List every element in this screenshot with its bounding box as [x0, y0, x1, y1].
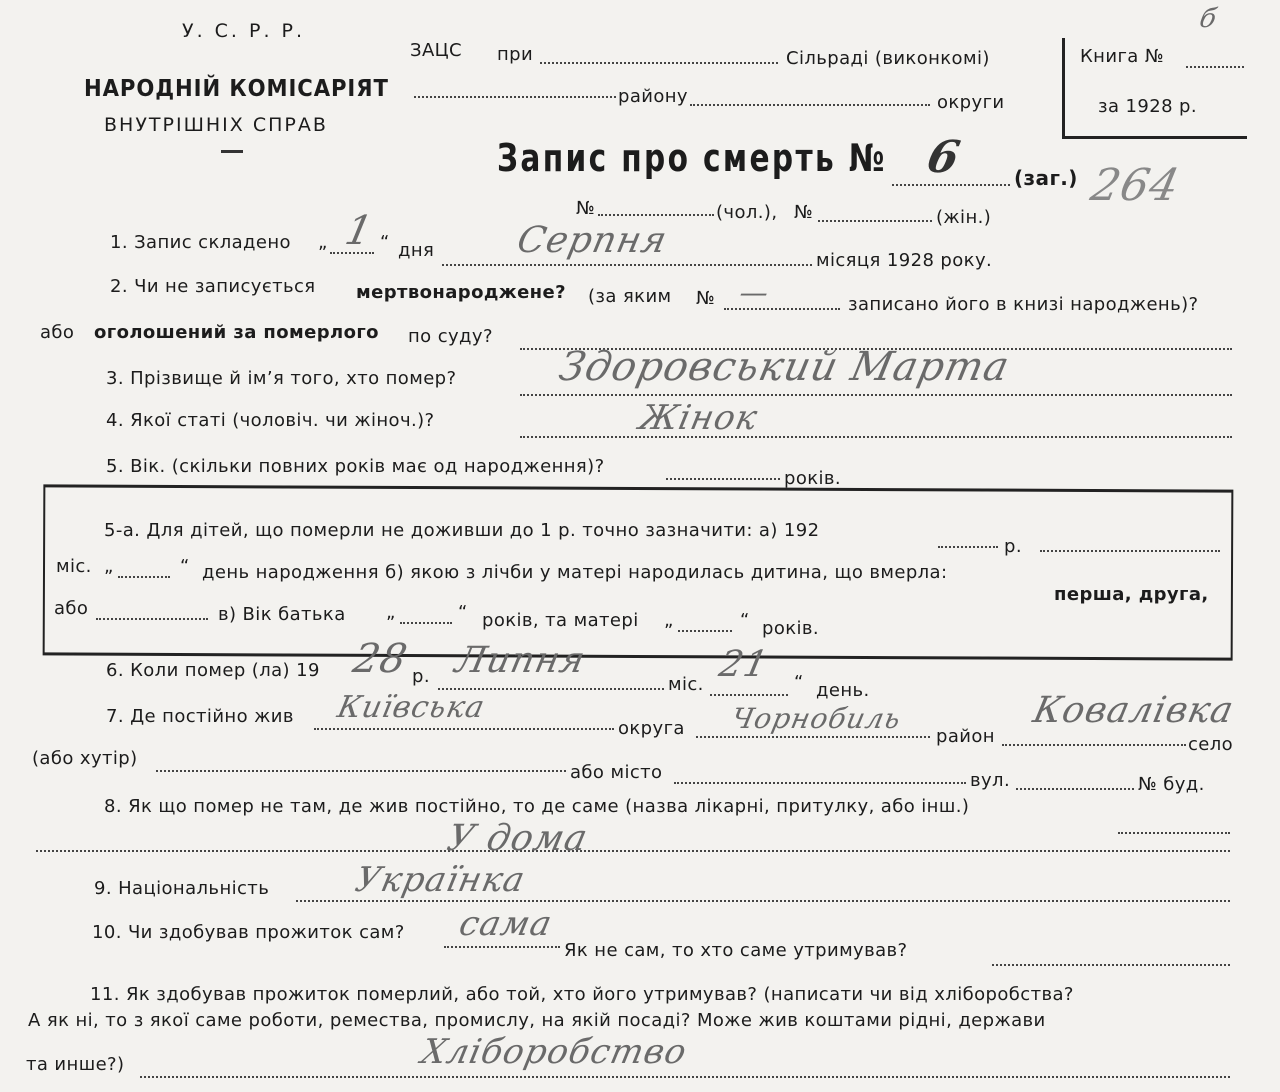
q1-label: 1. Запис складено	[110, 232, 291, 253]
okrug-blank	[690, 104, 930, 106]
pry-label: при	[497, 44, 534, 65]
q7-misto: або місто	[570, 762, 663, 783]
q8-tail-blank	[1118, 832, 1230, 834]
q5-tail: років.	[784, 468, 842, 489]
q7-okrug-blank	[314, 728, 614, 730]
zag-label: (заг.)	[1014, 166, 1078, 190]
q2-label-e: або	[40, 322, 75, 343]
q10-blank	[444, 946, 560, 948]
q6-day: 21	[715, 644, 773, 685]
q3-blank	[520, 394, 1232, 396]
q7-vul-blank	[1016, 788, 1134, 790]
record-number: 6	[922, 132, 966, 183]
q5a-q6: “	[740, 610, 750, 631]
q5a-line1: 5-а. Для дітей, що померли не доживши до 1 р. точно зазначити: а) 192	[104, 520, 820, 541]
q11-line2: А як ні, то з якої саме роботи, ремества, промислу, на якій посаді? Може жив коштами рідні, держави	[28, 1010, 1046, 1031]
q2-label-a: 2. Чи не записується	[110, 276, 316, 297]
q6-mis: міс.	[668, 674, 704, 695]
q5a-mother-label: років, та матері	[482, 610, 639, 631]
q7-selo-blank	[1002, 744, 1186, 746]
q7-misto-blank	[674, 782, 966, 784]
q6-day-blank	[710, 694, 788, 696]
q5a-q1: „	[104, 556, 114, 577]
q1-month: Серпня	[513, 220, 671, 261]
q8-label: 8. Як що помер не там, де жив постійно, то де саме (назва лікарні, притулку, або інш.)	[104, 796, 970, 817]
book-label: Книга №	[1080, 46, 1164, 67]
q7-label: 7. Де постійно жив	[106, 706, 294, 727]
q7-vul: вул.	[970, 770, 1011, 791]
q1-quote-close: “	[380, 232, 390, 253]
q3-name: Здоровський Марта	[555, 344, 1014, 390]
dept-title: ВНУТРІШНІХ СПРАВ	[104, 114, 328, 136]
q7-selo: Ковалівка	[1029, 690, 1238, 731]
q5-blank	[666, 478, 780, 480]
q2-label-c: (за яким	[588, 286, 672, 307]
q5a-mother-blank	[678, 630, 732, 632]
commissariat-title: НАРОДНІЙ КОМІСАРІЯТ	[84, 76, 389, 102]
q11-blank	[140, 1076, 1230, 1078]
q5a-q2: “	[180, 556, 190, 577]
zags-label: ЗАЦС	[410, 40, 462, 61]
q7-rayon-blank	[696, 736, 930, 738]
q5a-father-label: в) Вік батька	[218, 604, 346, 625]
q5a-r-blank	[1040, 550, 1220, 552]
q8-blank	[36, 850, 1230, 852]
q6-label: 6. Коли помер (ла) 19	[106, 660, 320, 681]
q5a-q4: “	[458, 602, 468, 623]
q5a-r: р.	[1004, 536, 1022, 557]
q5a-q3: „	[386, 602, 396, 623]
rayon-blank	[414, 96, 616, 98]
okrugy-label: округи	[937, 92, 1005, 113]
q5a-q5: „	[664, 610, 674, 631]
sub-no1: №	[576, 198, 596, 219]
q2-label-b: мертвонароджене?	[356, 282, 566, 303]
sub-no2: №	[794, 202, 814, 223]
q7-rayon: Чорнобиль	[728, 702, 905, 735]
q6-den: день.	[816, 680, 870, 701]
q2-no-value: —	[736, 276, 773, 309]
q7-rayon-label: район	[936, 726, 995, 747]
q11-line3: та инше?)	[26, 1054, 125, 1075]
q6-month: Липня	[451, 640, 590, 681]
q11-line1: 11. Як здобував прожиток померлий, або той, хто його утримував? (написати чи від хліборобства?	[90, 984, 1074, 1005]
record-title: Запис про смерть №	[497, 136, 887, 180]
ussr-label: У. С. Р. Р.	[182, 20, 306, 42]
q7-selo-label: село	[1188, 734, 1234, 755]
q7-bud: № буд.	[1138, 774, 1205, 795]
q9-blank	[296, 900, 1230, 902]
header-divider	[221, 150, 243, 153]
q4-sex: Жінок	[635, 398, 762, 438]
book-blank	[1186, 66, 1244, 68]
book-year: за 1928 р.	[1098, 96, 1198, 117]
q8-place: У дома	[443, 818, 592, 859]
q6-q: “	[794, 672, 804, 693]
zhin-blank	[818, 220, 932, 222]
q3-label: 3. Прізвище й ім’я того, хто помер?	[106, 368, 457, 389]
q7-okrug: Київська	[334, 690, 489, 725]
q5a-order-blank	[96, 618, 208, 620]
q2-label-f: оголошений за померлого	[94, 322, 379, 343]
zags-blank	[540, 62, 778, 64]
q1-quote-open: „	[318, 232, 328, 253]
q2-label-g: по суду?	[408, 326, 493, 347]
q11-answer: Хліборобство	[417, 1032, 691, 1072]
q7-khutir: (або хутір)	[32, 748, 138, 769]
q10-label-b: Як не сам, то хто саме утримував?	[564, 940, 908, 961]
q6-r: р.	[412, 666, 430, 687]
q7-okruga: округа	[618, 718, 685, 739]
chol-blank	[598, 214, 714, 216]
q2-label-d: записано його в книзі народжень)?	[848, 294, 1199, 315]
q5a-line2-bold: перша, друга,	[1054, 584, 1209, 605]
zhin-label: (жін.)	[936, 207, 992, 228]
silradi-label: Сільраді (виконкомі)	[786, 48, 990, 69]
q5a-father-blank	[400, 622, 452, 624]
q10-label: 10. Чи здобував прожиток сам?	[92, 922, 405, 943]
q4-label: 4. Якої статі (чоловіч. чи жіноч.)?	[106, 410, 435, 431]
q10-b-blank	[992, 964, 1230, 966]
q9-label: 9. Національність	[94, 878, 270, 899]
q6-year: 28	[349, 636, 412, 682]
q10-answer: сама	[455, 904, 557, 944]
q1-day: 1	[341, 208, 378, 254]
q5a-year-blank	[938, 546, 998, 548]
q1-tail: місяця 1928 року.	[816, 250, 993, 271]
q5a-roky: років.	[762, 618, 820, 639]
q5a-month-blank	[118, 576, 170, 578]
q5a-line2: день народження б) якою з лічби у матері народилась дитина, що вмерла:	[202, 562, 948, 583]
record-number-blank	[892, 184, 1010, 186]
chol-label: (чол.),	[716, 202, 778, 223]
q2-no: №	[696, 288, 716, 309]
q7-khutir-blank	[156, 770, 566, 772]
q4-blank	[520, 436, 1232, 438]
q9-nationality: Українка	[351, 860, 530, 900]
q5-label: 5. Вік. (скільки повних років має од народження)?	[106, 456, 605, 477]
q5a-abo: або	[54, 598, 89, 619]
registry-stamp-number: 264	[1086, 160, 1185, 211]
q1-dnia: дня	[398, 240, 435, 261]
corner-mark: б	[1196, 4, 1221, 34]
q1-month-blank	[442, 264, 812, 266]
q5a-mis: міс.	[56, 556, 92, 577]
rayonu-label: району	[618, 86, 688, 107]
